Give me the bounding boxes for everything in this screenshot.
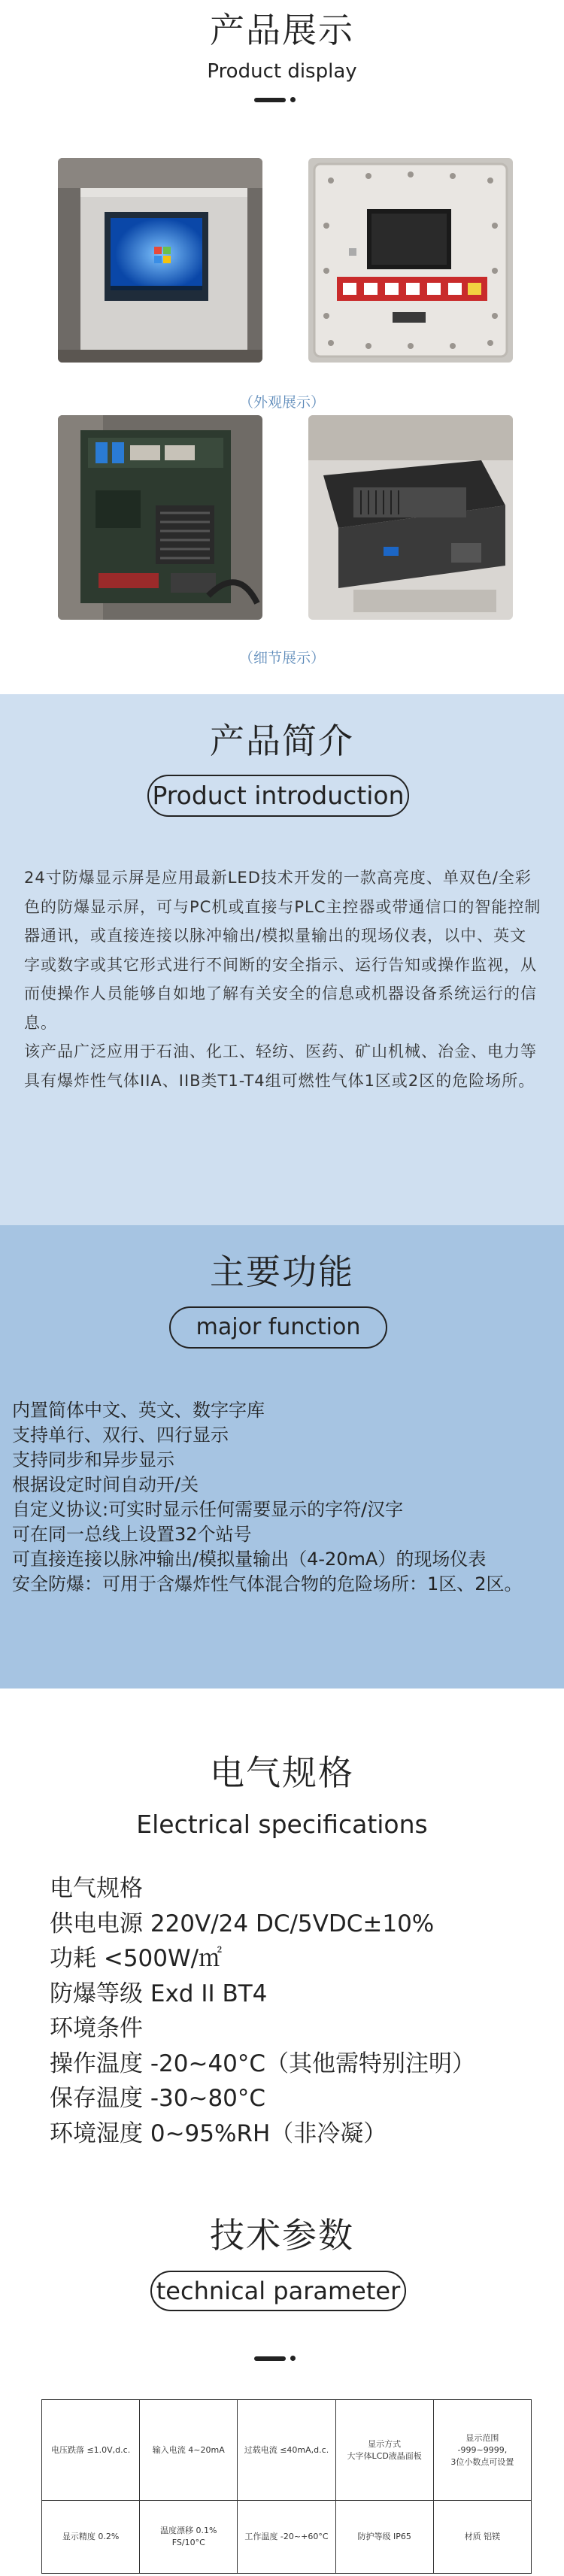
table-cell: 显示方式 大字体LCD液晶面板: [335, 2400, 433, 2501]
function-title-en-pill: [169, 1306, 387, 1349]
table-cell: 过载电流 ≤40mA,d.c.: [238, 2400, 335, 2501]
function-item: 可在同一总线上设置32个站号: [12, 1524, 252, 1545]
function-item: 可直接连接以脉冲输出/模拟量输出（4-20mA）的现场仪表: [12, 1549, 487, 1570]
table-cell: 输入电流 4~20mA: [140, 2400, 238, 2501]
table-cell: 显示范围 -999~9999, 3位小数点可设置: [433, 2400, 531, 2501]
function-item: 安全防爆：可用于含爆炸性气体混合物的危险场所：1区、2区。: [12, 1573, 523, 1594]
caption-exterior: （外观展示）: [238, 394, 325, 411]
intro-paragraph-1: 24寸防爆显示屏是应用最新LED技术开发的一款高亮度、单双色/全彩色的防爆显示屏，可与PC机或直接与PLC主控器或带通信口的智能控制器通讯，或直接连接以脉冲输出/模拟量输出的现场仪表，以中、英文字或数字或其它形式进行不间断的安全指示、运行告知或操作监视，从而使操作人员能够自如地了解有关安全的信息或机器设备系统运行的信息。: [24, 869, 541, 1032]
table-row: [42, 2501, 532, 2574]
technical-title-en: technical parameter: [156, 2277, 401, 2305]
table-cell: 防护等级 IP65: [335, 2501, 433, 2574]
exterior-photo-panel: [58, 158, 262, 363]
table-cell: 温度漂移 0.1% FS/10°C: [140, 2501, 238, 2574]
function-item: 自定义协议:可实时显示任何需要显示的字符/汉字: [12, 1499, 404, 1520]
function-list: [12, 1398, 553, 1597]
function-item: 支持同步和异步显示: [12, 1449, 174, 1470]
intro-title-en: Product introduction: [152, 781, 405, 810]
table-cell: 显示精度 0.2%: [42, 2501, 140, 2574]
electrical-specifications-section: [0, 1689, 564, 2162]
spec-line: 电气规格: [50, 1875, 143, 1902]
exterior-photo-box: [308, 158, 513, 363]
function-item: 根据设定时间自动开/关: [12, 1474, 199, 1495]
spec-line: 环境条件: [50, 2015, 143, 2042]
electrical-spec-list: [50, 1871, 546, 2151]
electrical-title-en: Electrical specifications: [136, 1810, 428, 1839]
table-cell: 材质 铝镁: [433, 2501, 531, 2574]
function-item: 支持单行、双行、四行显示: [12, 1425, 229, 1446]
technical-divider-dot: [290, 2356, 296, 2361]
caption-detail: （细节展示）: [238, 650, 325, 666]
technical-title-zh: 技术参数: [210, 2215, 354, 2256]
intro-title-en-pill: [147, 775, 409, 817]
detail-photo-board: [58, 415, 262, 620]
major-function-section: [0, 1225, 564, 1689]
spec-line: 操作温度 -20~40°C（其他需特别注明）: [50, 2050, 476, 2077]
product-display-section: [0, 0, 564, 694]
intro-paragraph-2: 该产品广泛应用于石油、化工、轻纺、医药、矿山机械、冶金、电力等具有爆炸性气体IIA、IIB类T1-T4组可燃性气体1区或2区的危险场所。: [24, 1042, 537, 1090]
title-divider-dot: [290, 97, 296, 102]
display-title-en: Product display: [207, 60, 357, 83]
spec-line: 防爆等级 Exd II BT4: [50, 1980, 268, 2007]
spec-line: 功耗 <500W/㎡: [50, 1945, 223, 1972]
table-cell: 电压跌落 ≤1.0V,d.c.: [42, 2400, 140, 2501]
spec-line: 保存温度 -30~80°C: [50, 2085, 266, 2112]
intro-title-zh: 产品简介: [210, 721, 354, 761]
display-title-zh: 产品展示: [210, 10, 354, 50]
detail-photo-chassis: [308, 415, 513, 620]
function-title-zh: 主要功能: [210, 1252, 354, 1292]
technical-parameter-section: [0, 2162, 564, 2576]
product-introduction-section: [0, 694, 564, 1225]
electrical-title-zh: 电气规格: [210, 1752, 354, 1793]
function-item: 内置简体中文、英文、数字字库: [12, 1400, 265, 1421]
spec-line: 供电电源 220V/24 DC/5VDC±10%: [50, 1910, 435, 1937]
title-divider: [254, 98, 286, 102]
intro-body: [24, 863, 543, 1095]
technical-divider: [254, 2356, 286, 2361]
function-title-en: major function: [196, 1314, 361, 1340]
spec-line: 环境湿度 0~95%RH（非冷凝）: [50, 2119, 387, 2147]
table-cell: 工作温度 -20~+60°C: [238, 2501, 335, 2574]
technical-title-en-pill: [150, 2271, 406, 2311]
table-row: [42, 2400, 532, 2501]
parameter-table: [41, 2399, 532, 2574]
